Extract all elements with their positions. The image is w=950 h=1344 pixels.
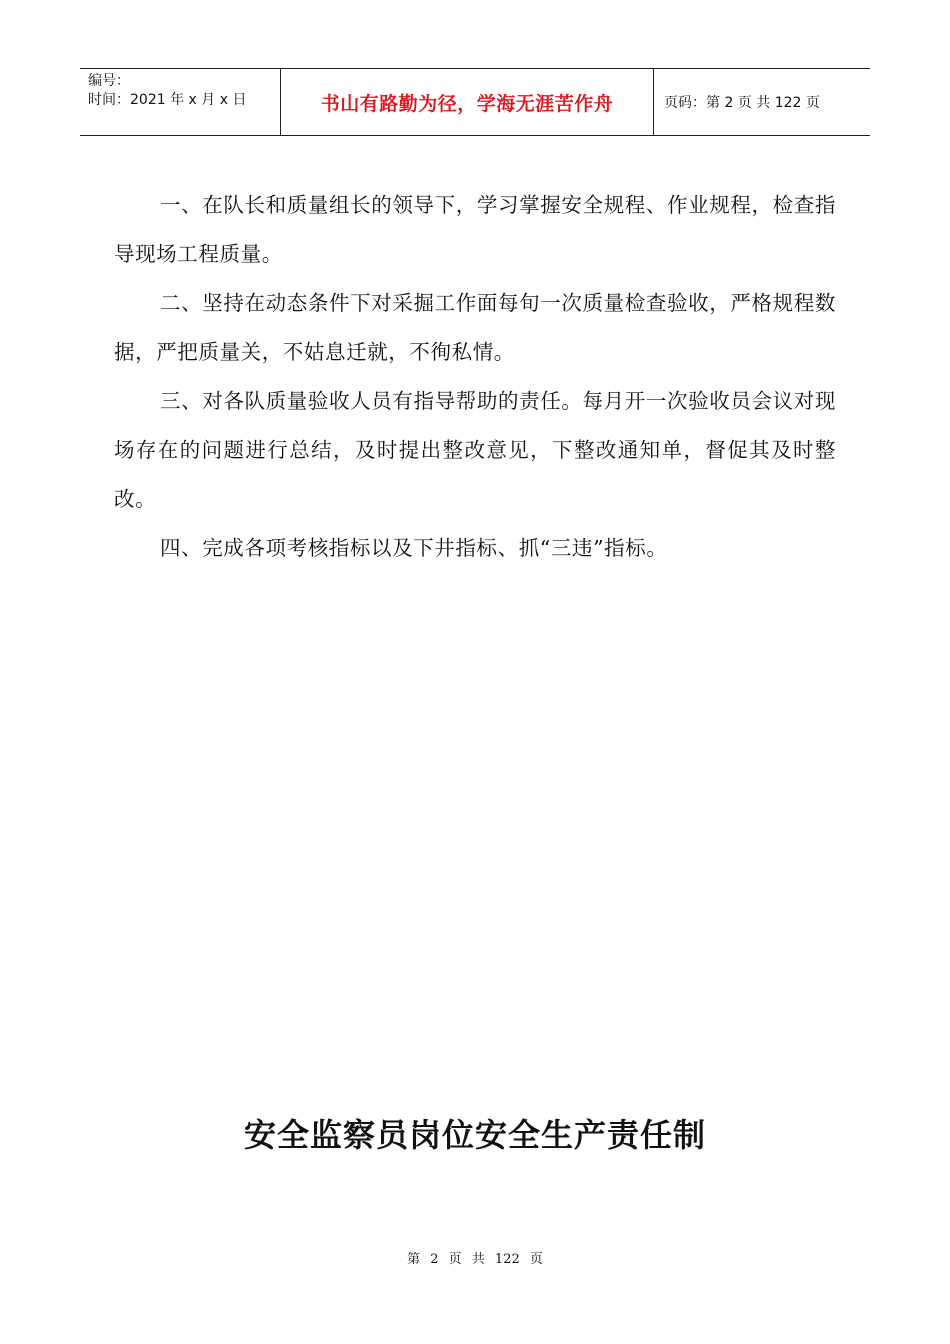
document-number-label: 编号： — [88, 73, 130, 89]
body-paragraph-3: 三、对各队质量验收人员有指导帮助的责任。每月开一次验收员会议对现场存在的问题进行总结，及时提出整改意见，下整改通知单，督促其及时整改。 — [114, 389, 836, 511]
page-header — [80, 68, 870, 136]
section-title: 安全监察员岗位安全生产责任制 — [243, 1116, 706, 1154]
body-paragraph-2: 二、坚持在动态条件下对采掘工作面每旬一次质量检查验收，严格规程数据，严把质量关，不姑息迁就，不徇私情。 — [114, 291, 836, 364]
body-paragraph-4: 四、完成各项考核指标以及下井指标、抓“三违”指标。 — [160, 536, 668, 560]
header-motto-cell — [281, 69, 654, 135]
document-body — [114, 181, 836, 573]
header-page-cell — [654, 69, 870, 135]
header-page-info: 页码：第 2 页 共 122 页 — [664, 95, 820, 111]
page-footer — [0, 1248, 950, 1267]
document-date-label: 时间：2021 年 x 月 x 日 — [88, 92, 247, 108]
header-motto: 书山有路勤为径，学海无涯苦作舟 — [320, 92, 614, 115]
body-paragraph-1: 一、在队长和质量组长的领导下，学习掌握安全规程、作业规程，检查指导现场工程质量。 — [114, 193, 836, 266]
header-meta-cell — [80, 69, 281, 135]
footer-page-number: 第 2 页 共 122 页 — [407, 1252, 543, 1267]
